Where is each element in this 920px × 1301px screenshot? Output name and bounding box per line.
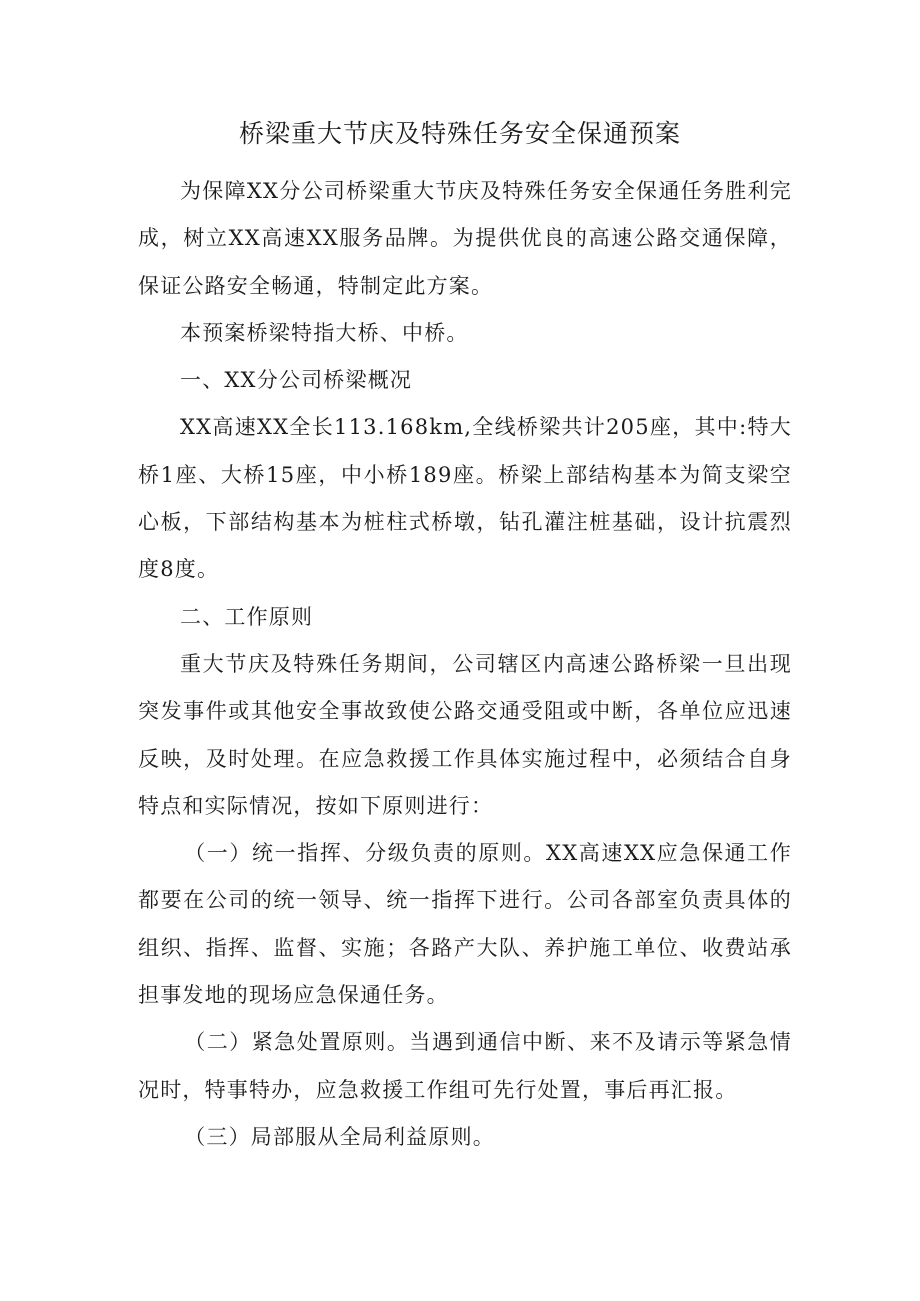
section-heading-principles: 二、工作原则 — [180, 604, 314, 629]
section-heading-overview: 一、XX分公司桥梁概况 — [180, 368, 413, 393]
paragraph-principle-2: （二）紧急处置原则。当遇到通信中断、来不及请示等紧急情况时，特事特办，应急救援工作组可先行处置，事后再汇报。 — [138, 1030, 792, 1102]
paragraph-overview: XX高速XX全长113.168km,全线桥梁共计205座，其中:特大桥1座、大桥15座，中小桥189座。桥梁上部结构基本为简支梁空心板，下部结构基本为桩柱式桥墩，钻孔灌注桩基础，设计抗震烈度8度。 — [138, 415, 792, 582]
paragraph-scope: 本预案桥梁特指大桥、中桥。 — [180, 320, 469, 345]
paragraph-principles: 重大节庆及特殊任务期间，公司辖区内高速公路桥梁一旦出现突发事件或其他安全事故致使公路交通受阻或中断，各单位应迅速反映，及时处理。在应急救援工作具体实施过程中，必须结合自身特点和实际情况，按如下原则进行： — [138, 651, 792, 818]
paragraph-intro: 为保障XX分公司桥梁重大节庆及特殊任务安全保通任务胜利完成，树立XX高速XX服务品牌。为提供优良的高速公路交通保障，保证公路安全畅通，特制定此方案。 — [138, 179, 792, 298]
paragraph-principle-3: （三）局部服从全局利益原则。 — [184, 1124, 495, 1149]
document-title: 桥梁重大节庆及特殊任务安全保通预案 — [238, 119, 681, 148]
document-body — [138, 168, 792, 1161]
paragraph-principle-1: （一）统一指挥、分级负责的原则。XX高速XX应急保通工作都要在公司的统一领导、统一指挥下进行。公司各部室负责具体的组织、指挥、监督、实施；各路产大队、养护施工单位、收费站承担事发地的现场应急保通任务。 — [138, 841, 792, 1008]
